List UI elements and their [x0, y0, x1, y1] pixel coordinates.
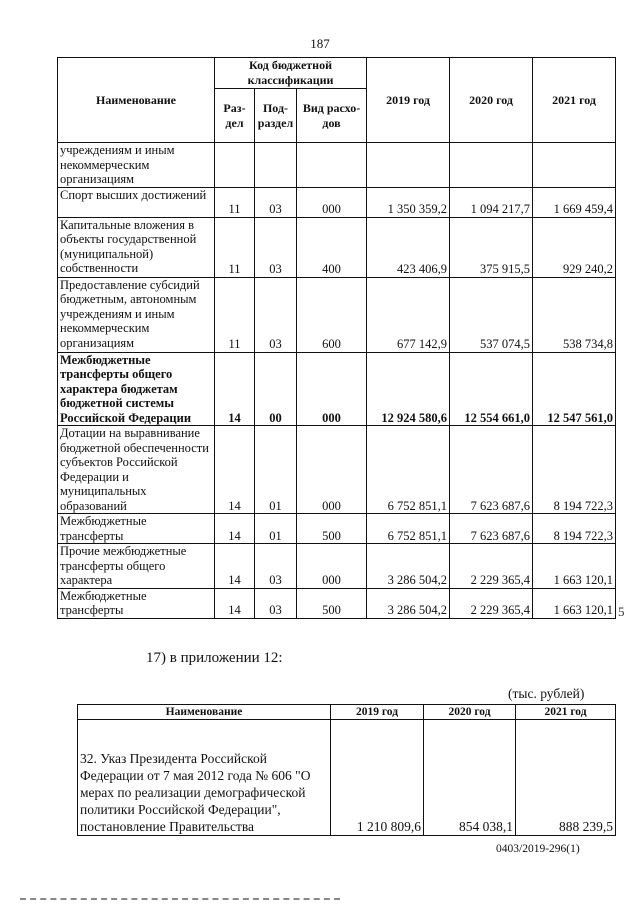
row-value-2019: 12 924 580,6 — [367, 352, 450, 426]
row-razdel: 11 — [215, 187, 255, 217]
header-razdel: Раз-дел — [215, 89, 255, 143]
row-value-2021: 8 194 722,3 — [533, 426, 616, 514]
row-razdel: 14 — [215, 514, 255, 544]
table-row — [58, 514, 616, 544]
row-value-2020: 854 038,1 — [424, 720, 516, 836]
row-podrazdel: 01 — [255, 426, 297, 514]
row-value-2020: 1 094 217,7 — [450, 187, 533, 217]
table-row — [58, 544, 616, 589]
header-name: Наименование — [58, 58, 215, 143]
row-vid: 500 — [297, 514, 367, 544]
row-name: Капитальные вложения в объекты государственной (муниципальной) собственности — [58, 217, 215, 277]
row-value-2021: 888 239,5 — [516, 720, 616, 836]
row-podrazdel: 03 — [255, 187, 297, 217]
table-row — [58, 277, 616, 352]
row-vid: 000 — [297, 187, 367, 217]
row-value-2020: 2 229 365,4 — [450, 544, 533, 589]
row-name: учреждениям и иным некоммерческим организациям — [58, 143, 215, 188]
row-value-2021: 538 734,8 — [533, 277, 616, 352]
row-podrazdel — [255, 143, 297, 188]
row-value-2020: 2 229 365,4 — [450, 588, 533, 618]
row-razdel: 14 — [215, 426, 255, 514]
row-name: Межбюджетные трансферты — [58, 514, 215, 544]
row-value-2021: 1 663 120,1 — [533, 588, 616, 618]
row-value-2020: 7 623 687,6 — [450, 426, 533, 514]
table-row — [58, 352, 616, 426]
row-name: 32. Указ Президента Российской Федерации от 7 мая 2012 года № 606 "О мерах по реализации демографической политики Российской Федерации", постановление Правительства — [78, 720, 331, 836]
row-razdel: 14 — [215, 544, 255, 589]
row-name: Предоставление субсидий бюджетным, автономным учреждениям и иным некоммерческим организациям — [58, 277, 215, 352]
row-value-2020: 7 623 687,6 — [450, 514, 533, 544]
row-razdel: 14 — [215, 588, 255, 618]
t2-header-2019: 2019 год — [331, 705, 424, 720]
row-value-2020: 537 074,5 — [450, 277, 533, 352]
table-row — [78, 720, 616, 836]
row-value-2021: 1 669 459,4 — [533, 187, 616, 217]
row-vid: 500 — [297, 588, 367, 618]
t2-header-2020: 2020 год — [424, 705, 516, 720]
row-value-2020: 375 915,5 — [450, 217, 533, 277]
t2-header-name: Наименование — [78, 705, 331, 720]
table-row — [58, 588, 616, 618]
row-value-2019: 6 752 851,1 — [367, 514, 450, 544]
row-name: Спорт высших достижений — [58, 187, 215, 217]
row-vid — [297, 143, 367, 188]
row-value-2019: 3 286 504,2 — [367, 588, 450, 618]
row-value-2019: 6 752 851,1 — [367, 426, 450, 514]
t2-header-2021: 2021 год — [516, 705, 616, 720]
row-razdel — [215, 143, 255, 188]
header-podrazdel: Под-раздел — [255, 89, 297, 143]
table-row — [58, 187, 616, 217]
row-name: Межбюджетные трансферты — [58, 588, 215, 618]
row-podrazdel: 03 — [255, 217, 297, 277]
row-razdel: 11 — [215, 277, 255, 352]
row-value-2019: 423 406,9 — [367, 217, 450, 277]
row-value-2019: 677 142,9 — [367, 277, 450, 352]
header-2019: 2019 год — [367, 58, 450, 143]
row-vid: 000 — [297, 352, 367, 426]
row-vid: 600 — [297, 277, 367, 352]
row-value-2021: 12 547 561,0 — [533, 352, 616, 426]
row-value-2020: 12 554 661,0 — [450, 352, 533, 426]
row-name: Дотации на выравнивание бюджетной обеспеченности субъектов Российской Федерации и муниципальных образований — [58, 426, 215, 514]
units-label: (тыс. рублей) — [508, 686, 585, 701]
margin-mark: 5 — [618, 604, 625, 619]
row-podrazdel: 03 — [255, 588, 297, 618]
row-name: Прочие межбюджетные трансферты общего характера — [58, 544, 215, 589]
header-vid: Вид расхо-дов — [297, 89, 367, 143]
document-code: 0403/2019-296(1) — [496, 843, 580, 855]
row-value-2020 — [450, 143, 533, 188]
row-value-2019: 3 286 504,2 — [367, 544, 450, 589]
row-podrazdel: 03 — [255, 544, 297, 589]
note-17: 17) в приложении 12: — [146, 650, 283, 666]
page-number: 187 — [310, 36, 330, 51]
row-name: Межбюджетные трансферты общего характера бюджетам бюджетной системы Российской Федерации — [58, 352, 215, 426]
row-value-2021: 8 194 722,3 — [533, 514, 616, 544]
row-value-2019 — [367, 143, 450, 188]
table-row — [58, 143, 616, 188]
row-vid: 000 — [297, 544, 367, 589]
row-value-2021: 1 663 120,1 — [533, 544, 616, 589]
header-2021: 2021 год — [533, 58, 616, 143]
row-podrazdel: 01 — [255, 514, 297, 544]
row-value-2019: 1 210 809,6 — [331, 720, 424, 836]
row-value-2021: 929 240,2 — [533, 217, 616, 277]
table-row — [58, 426, 616, 514]
row-value-2021 — [533, 143, 616, 188]
row-vid: 000 — [297, 426, 367, 514]
row-razdel: 11 — [215, 217, 255, 277]
scan-artifact — [20, 898, 340, 900]
row-podrazdel: 03 — [255, 277, 297, 352]
row-razdel: 14 — [215, 352, 255, 426]
row-podrazdel: 00 — [255, 352, 297, 426]
row-value-2019: 1 350 359,2 — [367, 187, 450, 217]
row-vid: 400 — [297, 217, 367, 277]
table-row — [58, 217, 616, 277]
budget-table — [57, 57, 616, 619]
appendix-12-table — [77, 704, 616, 836]
header-code-group: Код бюджетной классификации — [215, 58, 367, 89]
header-2020: 2020 год — [450, 58, 533, 143]
